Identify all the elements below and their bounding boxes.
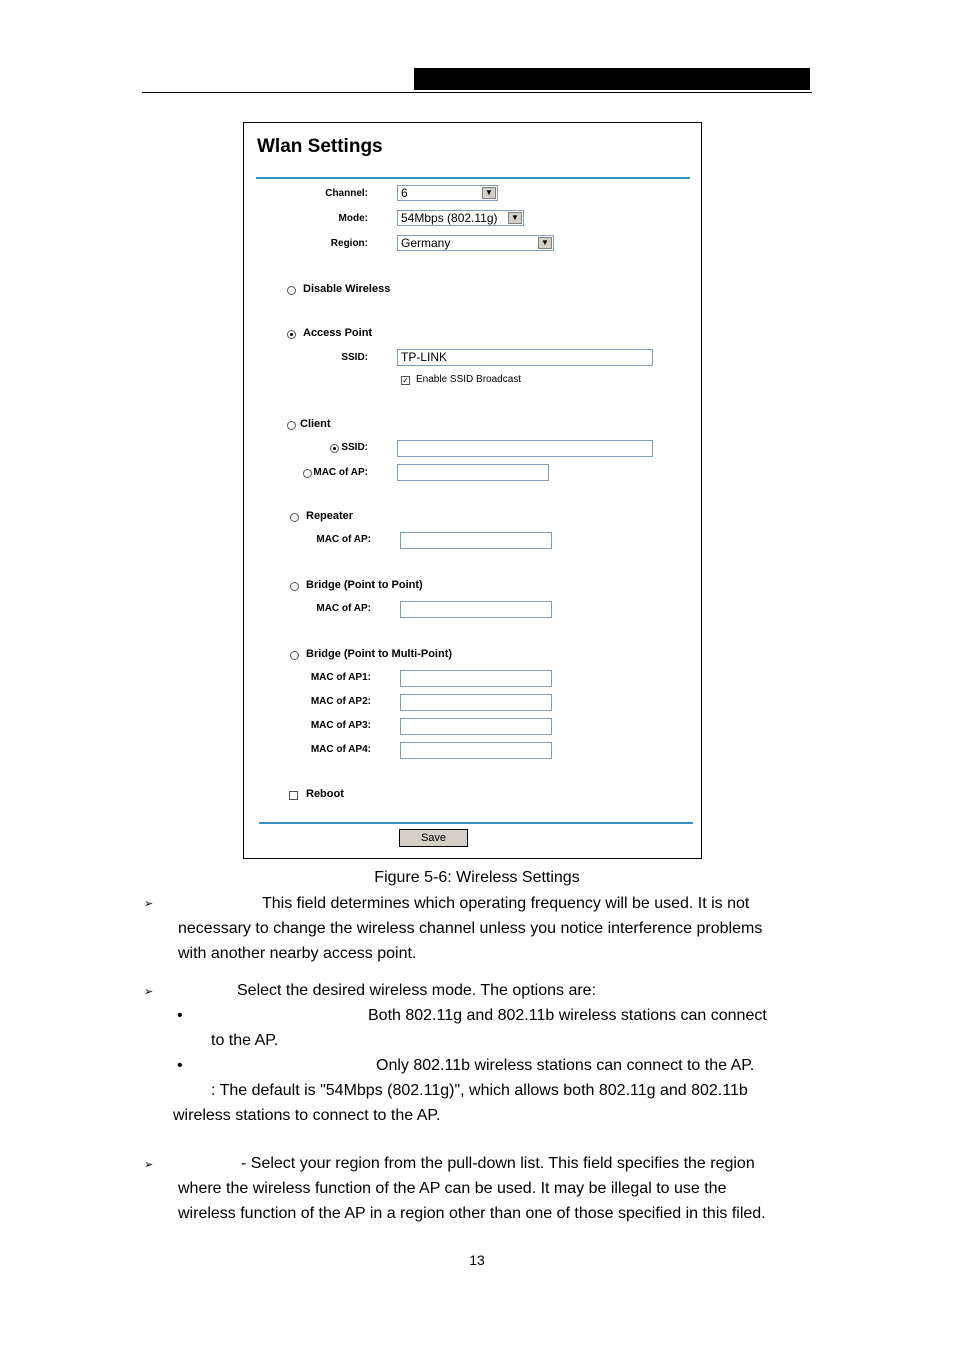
mode-value: 54Mbps (802.11g) (401, 211, 498, 225)
chevron-down-icon: ▼ (538, 237, 552, 249)
bullet-dot-icon: • (177, 1057, 183, 1074)
mac-ap2-label: MAC of AP2: (310, 696, 371, 707)
mode-desc: Select the desired wireless mode. The options are: (237, 982, 597, 999)
top-divider (256, 177, 690, 179)
figure-caption: Figure 5-6: Wireless Settings (374, 869, 580, 886)
chevron-down-icon: ▼ (482, 187, 496, 199)
bridge-ptp-radio[interactable] (290, 582, 299, 591)
bridge-ptp-label: Bridge (Point to Point) (306, 579, 423, 591)
ap-ssid-input[interactable]: TP-LINK (397, 349, 653, 366)
reboot-checkbox[interactable] (289, 791, 298, 800)
wlan-settings-title: Wlan Settings (257, 136, 383, 157)
ap-ssid-label: SSID: (341, 352, 368, 363)
mac-ap1-label: MAC of AP1: (310, 672, 371, 683)
repeater-mac-input[interactable] (400, 532, 552, 549)
bullet1-line2: to the AP. (211, 1032, 279, 1049)
client-ssid-label: SSID: (341, 442, 368, 453)
access-point-label: Access Point (303, 327, 373, 339)
mac-ap4-input[interactable] (400, 742, 552, 759)
mode-select[interactable] (397, 210, 524, 226)
mac-ap1-input[interactable] (400, 670, 552, 687)
save-button[interactable]: Save (399, 829, 468, 847)
disable-wireless-radio[interactable] (287, 286, 296, 295)
bullet2-line: Only 802.11b wireless stations can connect to the AP. (376, 1057, 755, 1074)
arrow-bullet-icon: ➢ (144, 986, 154, 998)
mac-ap4-label: MAC of AP4: (310, 744, 371, 755)
mode-label: Mode: (338, 213, 368, 224)
arrow-bullet-icon: ➢ (144, 1159, 154, 1171)
chevron-down-icon: ▼ (508, 212, 522, 224)
repeater-label: Repeater (306, 510, 354, 522)
bridge-ptmp-label: Bridge (Point to Multi-Point) (306, 648, 453, 660)
region-desc-line1: - Select your region from the pull-down list. This field specifies the region (241, 1155, 755, 1172)
mac-ap2-input[interactable] (400, 694, 552, 711)
bullet1-line1: Both 802.11g and 802.11b wireless stations can connect (368, 1007, 767, 1024)
enable-ssid-broadcast-checkbox[interactable]: ✓ (402, 376, 409, 385)
repeater-mac-label: MAC of AP: (316, 534, 371, 545)
channel-select[interactable] (397, 185, 498, 201)
bottom-divider (259, 822, 693, 824)
enable-ssid-broadcast-label: Enable SSID Broadcast (416, 374, 522, 385)
note-line1: : The default is "54Mbps (802.11g)", which allows both 802.11g and 802.11b (211, 1082, 748, 1099)
channel-desc-line2: necessary to change the wireless channel unless you notice interference problems (178, 920, 763, 937)
arrow-bullet-icon: ➢ (144, 898, 154, 910)
bridge-ptp-mac-label: MAC of AP: (316, 603, 371, 614)
client-ssid-input[interactable] (397, 440, 653, 457)
mac-ap3-label: MAC of AP3: (310, 720, 371, 731)
client-mac-input[interactable] (397, 464, 549, 481)
channel-desc-line1: This field determines which operating frequency will be used. It is not (262, 895, 750, 912)
wlan-settings-screenshot (243, 122, 702, 859)
access-point-radio[interactable] (287, 330, 296, 339)
note-line2: wireless stations to connect to the AP. (173, 1107, 441, 1124)
client-label: Client (300, 418, 331, 430)
page-number: 13 (469, 1252, 485, 1268)
repeater-radio[interactable] (290, 513, 299, 522)
bridge-ptp-mac-input[interactable] (400, 601, 552, 618)
bridge-ptmp-radio[interactable] (290, 651, 299, 660)
client-radio[interactable] (287, 421, 296, 430)
region-label: Region: (330, 238, 368, 249)
header-bar (414, 68, 810, 90)
region-value: Germany (401, 236, 451, 250)
region-select[interactable] (397, 235, 554, 251)
channel-desc-line3: with another nearby access point. (178, 945, 417, 962)
mac-ap3-input[interactable] (400, 718, 552, 735)
region-desc-line2: where the wireless function of the AP can be used. It may be illegal to use the (178, 1180, 727, 1197)
channel-label: Channel: (325, 188, 368, 199)
bullet-dot-icon: • (177, 1007, 183, 1024)
header-rule (142, 92, 812, 93)
disable-wireless-label: Disable Wireless (303, 283, 391, 295)
region-desc-line3: wireless function of the AP in a region other than one of those specified in this filed. (178, 1205, 766, 1222)
client-mac-label: MAC of AP: (313, 467, 368, 478)
reboot-label: Reboot (306, 788, 344, 800)
channel-value: 6 (401, 186, 408, 200)
